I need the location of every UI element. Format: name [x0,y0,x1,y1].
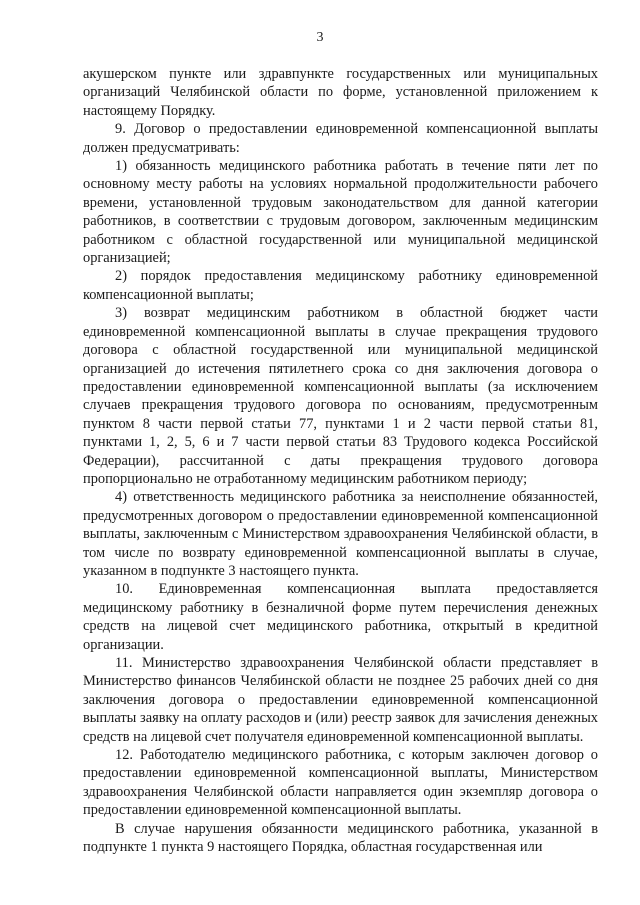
page-number: 3 [316,30,324,45]
document-body [83,65,598,856]
paragraph-item-11: 11. Министерство здравоохранения Челябинской области представляет в Министерство финансов Челябинской области не позднее 25 рабочих дней со дня заключения договора о предоставлении единовременной компенсационной выплаты заявку на оплату расходов и (или) реестр заявок для зачисления денежных средств на лицевой счет получателя единовременной компенсационной выплаты. [83,655,598,745]
paragraph-subitem-1: 1) обязанность медицинского работника работать в течение пяти лет по основному месту работы на условиях нормальной продолжительности рабочего времени, установленной трудовым законодательством для данной категории работников, в соответствии с трудовым договором, заключенным медицинским работником с областной государственной или муниципальной медицинской организацией; [83,158,598,267]
paragraph-item-10: 10. Единовременная компенсационная выплата предоставляется медицинскому работнику в безналичной форме путем перечисления денежных средств на лицевой счет медицинского работника, открытый в кредитной организации. [83,581,598,653]
paragraph-continuation: акушерском пункте или здравпункте государственных или муниципальных организаций Челябинской области по форме, установленной приложением к настоящему Порядку. [83,66,598,119]
paragraph-subitem-3: 3) возврат медицинским работником в областной бюджет части единовременной компенсационной выплаты в случае прекращения трудового договора с областной государственной или муниципальной медицинской организацией до истечения пятилетнего срока со дня заключения договора о предоставлении единовременной компенсационной выплаты (за исключением случаев прекращения трудового договора по основаниям, предусмотренным пунктом 8 части первой статьи 77, пунктами 1 и 2 части первой статьи 81, пунктами 1, 2, 5, 6 и 7 части первой статьи 83 Трудового кодекса Российской Федерации), рассчитанной с даты прекращения трудового договора пропорционально не отработанному медицинским работником периоду; [83,305,598,487]
paragraph-item-12: 12. Работодателю медицинского работника, с которым заключен договор о предоставлении единовременной компенсационной выплаты, Министерством здравоохранения Челябинской области направляется один экземпляр договора о предоставлении единовременной компенсационной выплаты. [83,747,598,819]
paragraph-subitem-2: 2) порядок предоставления медицинскому работнику единовременной компенсационной выплаты; [83,268,598,303]
paragraph-item-9: 9. Договор о предоставлении единовременной компенсационной выплаты должен предусматривать: [83,121,598,156]
paragraph-violation-case: В случае нарушения обязанности медицинского работника, указанной в подпункте 1 пункта 9 настоящего Порядка, областная государственная или [83,820,598,856]
paragraph-subitem-4: 4) ответственность медицинского работника за неисполнение обязанностей, предусмотренных договором о предоставлении единовременной компенсационной выплаты, заключенным с Министерством здравоохранения Челябинской области, в том числе по возврату единовременной компенсационной выплаты в случае, указанном в подпункте 3 настоящего пункта. [83,489,598,579]
